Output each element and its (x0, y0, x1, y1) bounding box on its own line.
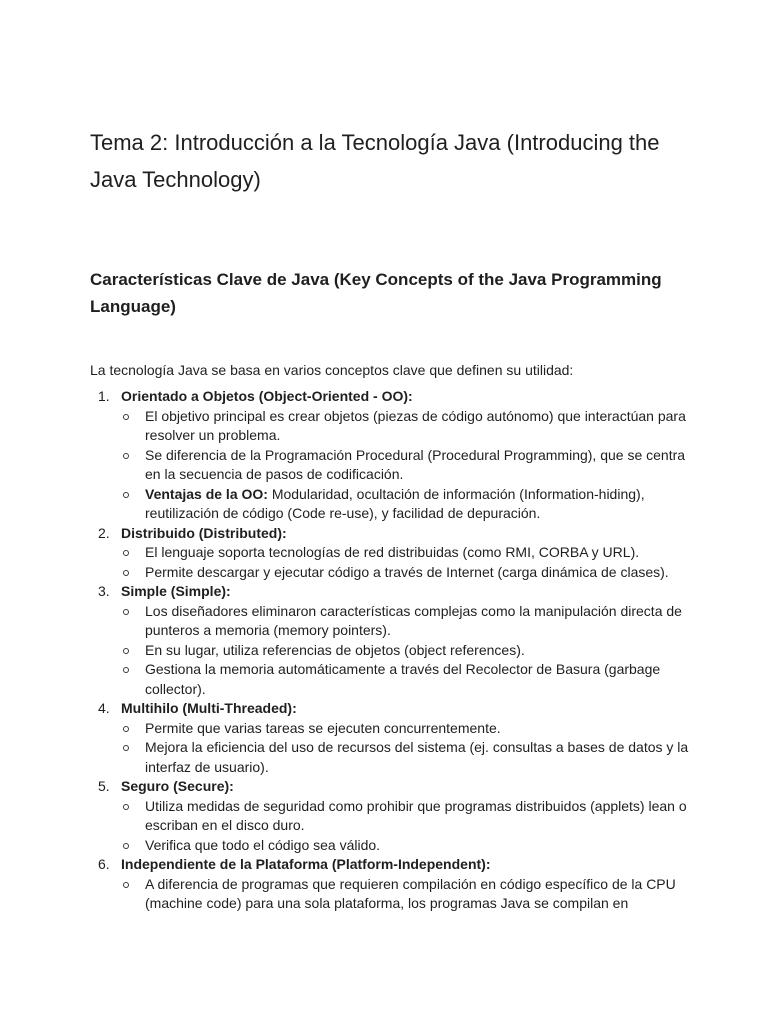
item-number: 4. (98, 700, 110, 716)
hollow-bullet-icon (123, 804, 129, 810)
sub-point-list (121, 875, 690, 914)
sub-point-text: Se diferencia de la Programación Procedural (Procedural Programming), que se centra en la secuencia de pasos de codificación. (145, 446, 686, 482)
hollow-bullet-icon (123, 414, 129, 420)
sub-point (121, 836, 690, 856)
key-concepts-list (90, 387, 690, 914)
sub-point-text: Utiliza medidas de seguridad como prohibir que programas distribuidos (applets) lean o escriban en el disco duro. (145, 797, 687, 833)
item-number: 1. (98, 388, 110, 404)
hollow-bullet-icon (123, 745, 129, 751)
item-title: Seguro (Secure): (121, 778, 234, 794)
concept-item (90, 777, 690, 855)
sub-point-text: Los diseñadores eliminaron características complejas como la manipulación directa de punteros a memoria (memory pointers). (145, 602, 682, 638)
sub-point (121, 407, 690, 446)
sub-point (121, 875, 690, 914)
sub-point-text: A diferencia de programas que requieren compilación en código específico de la CPU (machine code) para una sola plataforma, los programas Java se compilan en (145, 875, 676, 911)
concept-item (90, 387, 690, 524)
item-number: 2. (98, 524, 110, 541)
item-title: Simple (Simple): (121, 583, 231, 599)
hollow-bullet-icon (123, 843, 129, 849)
sub-point-bold-label: Ventajas de la OO: (145, 485, 268, 502)
sub-point (121, 660, 690, 699)
item-number: 5. (98, 778, 110, 794)
concept-item (90, 855, 690, 914)
sub-point-text: Verifica que todo el código sea válido. (145, 836, 381, 853)
sub-point-list (121, 543, 690, 582)
item-number: 6. (98, 856, 110, 872)
sub-point (121, 719, 690, 739)
sub-point (121, 641, 690, 661)
hollow-bullet-icon (123, 453, 129, 459)
sub-point (121, 446, 690, 485)
concept-item (90, 582, 690, 699)
sub-point (121, 563, 690, 583)
sub-point-text: El objetivo principal es crear objetos (piezas de código autónomo) que interactúan para resolver un problema. (145, 407, 686, 443)
sub-point (121, 797, 690, 836)
item-title: Orientado a Objetos (Object-Oriented - OO): (121, 388, 413, 404)
item-title: Multihilo (Multi-Threaded): (121, 700, 297, 716)
sub-point (121, 602, 690, 641)
sub-point-list (121, 797, 690, 856)
item-title: Independiente de la Plataforma (Platform-Independent): (121, 856, 491, 872)
item-title: Distribuido (Distributed): (121, 524, 287, 541)
hollow-bullet-icon (123, 726, 129, 732)
sub-point (121, 543, 690, 563)
sub-point-text: Modularidad, ocultación de información (Information-hiding), reutilización de código (Code re-use), y facilidad de depuración. (145, 485, 645, 521)
sub-point (121, 738, 690, 777)
hollow-bullet-icon (123, 882, 129, 888)
concept-item (90, 524, 690, 583)
sub-point-list (121, 719, 690, 778)
sub-point-text: Gestiona la memoria automáticamente a través del Recolector de Basura (garbage collector). (145, 661, 661, 697)
hollow-bullet-icon (123, 550, 129, 556)
hollow-bullet-icon (123, 492, 129, 498)
intro-paragraph: La tecnología Java se basa en varios conceptos clave que definen su utilidad: (90, 362, 574, 378)
sub-point-text: Permite que varias tareas se ejecuten concurrentemente. (145, 719, 501, 736)
hollow-bullet-icon (123, 609, 129, 615)
sub-point-text: En su lugar, utiliza referencias de objetos (object references). (145, 641, 525, 658)
sub-point-text: Permite descargar y ejecutar código a través de Internet (carga dinámica de clases). (145, 563, 669, 580)
item-number: 3. (98, 583, 110, 599)
hollow-bullet-icon (123, 667, 129, 673)
section-heading: Características Clave de Java (Key Concepts of the Java Programming Language) (90, 270, 662, 316)
sub-point-list (121, 407, 690, 524)
sub-point-list (121, 602, 690, 700)
concept-item (90, 699, 690, 777)
sub-point-text: Mejora la eficiencia del uso de recursos del sistema (ej. consultas a bases de datos y la interfaz de usuario). (145, 739, 689, 775)
document-title: Tema 2: Introducción a la Tecnología Java (Introducing the Java Technology) (90, 130, 660, 192)
hollow-bullet-icon (123, 570, 129, 576)
sub-point-text: El lenguaje soporta tecnologías de red distribuidas (como RMI, CORBA y URL). (145, 544, 640, 560)
sub-point (121, 485, 690, 524)
hollow-bullet-icon (123, 648, 129, 654)
